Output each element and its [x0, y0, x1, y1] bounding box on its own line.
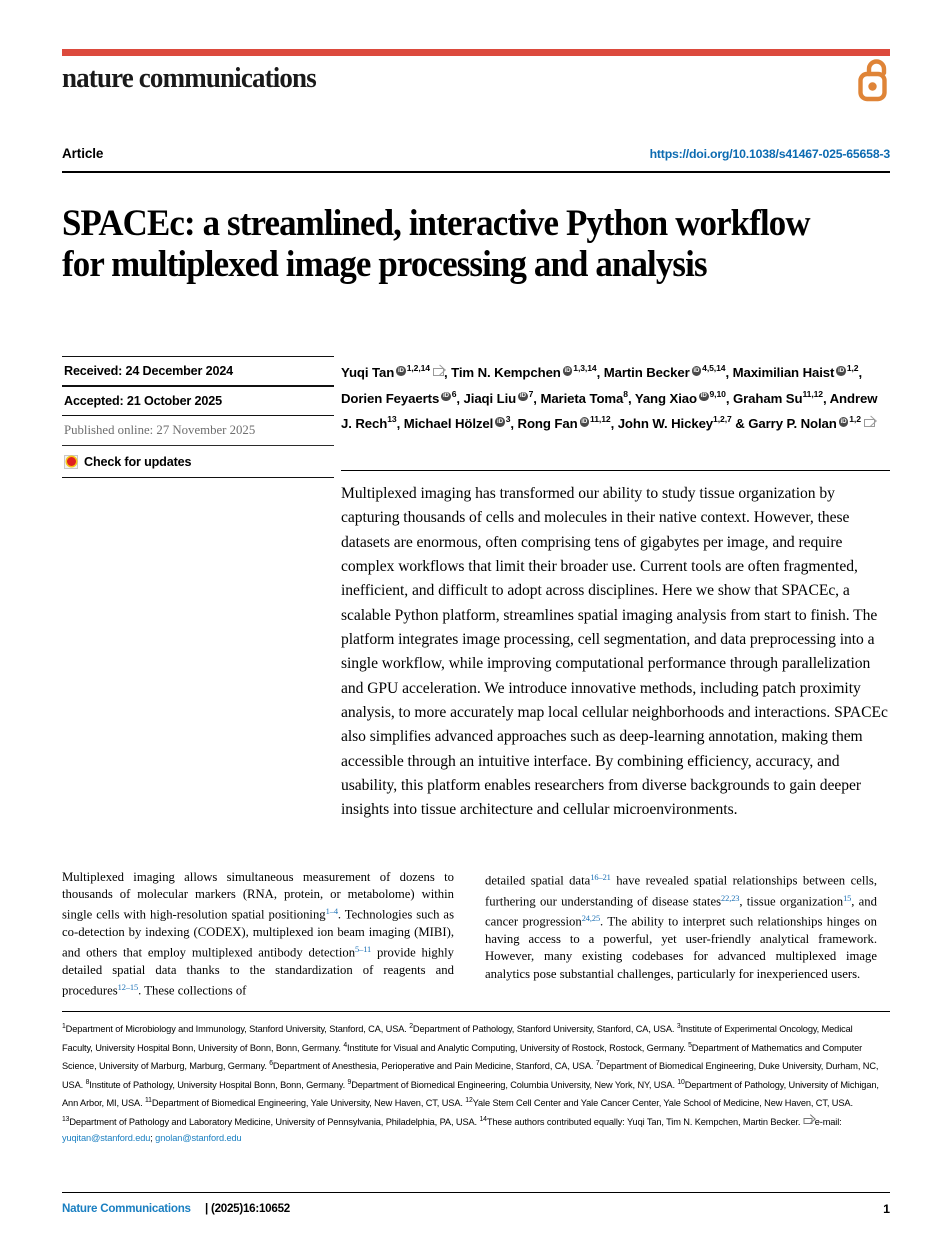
body-column-left	[62, 869, 454, 1000]
author-name: Tim N. Kempchen	[451, 365, 561, 380]
author-entry	[733, 365, 862, 380]
orcid-icon[interactable]	[396, 366, 406, 376]
body-introduction	[62, 869, 890, 1009]
affiliation-marker: 8	[85, 1078, 90, 1086]
author-affiliation-marker: 8	[623, 388, 628, 399]
article-type-row	[62, 146, 890, 166]
author-name: Garry P. Nolan	[748, 416, 837, 432]
body-text-run: . The ability to interpret such relationships hinges on having access to a powerful, yet user-friendly analytical framework. However, many existing codebases for advanced multiplexed image analytics pose substantial challenges, particularly for inexperienced users.	[485, 914, 877, 981]
author-entry	[732, 388, 830, 406]
affiliation-text: Yale Stem Cell Center and Yale Cancer Center, Yale School of Medicine, New Haven, CT, USA.	[472, 1098, 853, 1109]
affiliation-marker: 5	[688, 1041, 692, 1049]
footer-journal-name[interactable]: Nature Communications	[62, 1202, 191, 1215]
footer-divider	[62, 1192, 890, 1193]
orcid-icon[interactable]	[441, 392, 451, 402]
author-entry	[341, 365, 451, 380]
check-for-updates-button[interactable]	[62, 446, 334, 477]
author-affiliation-marker: 11,12	[590, 414, 611, 425]
affiliation-text: Institute of Pathology, University Hospital Bonn, Bonn, Germany.	[89, 1079, 348, 1090]
abstract-top-divider	[341, 470, 890, 471]
received-date: Received: 24 December 2024	[64, 364, 234, 379]
abstract-text: Multiplexed imaging has transformed our ability to study tissue organization by capturing thousands of cells and molecules in their native context. However, these datasets are enormous, often comprising tens of gigabytes per image, and require complex workflows that limit their broader use. Current tools are often fragmented, inefficient, and difficult to adopt across disciplines. Here we show that SPACEc, a scalable Python platform, streamlines spatial imaging analysis from start to finish. The platform integrates image processing, cell segmentation, and data preprocessing into a single workflow, while improving computational performance through parallelization and GPU acceleration. We introduce innovative methods, including patch proximity analysis, to more accurately map local cellular neighborhoods and interactions. SPACEc also simplifies advanced approaches such as deep-learning annotation, making them accessible through an intuitive interface. By combining efficiency, accuracy, and usability, this platform enables researchers from diverse backgrounds to gain deeper insights into tissue architecture and cellular microenvironments.	[341, 485, 888, 819]
meta-divider	[62, 477, 334, 478]
author-name: Yuqi Tan	[341, 365, 395, 380]
author-separator: ,	[443, 365, 452, 380]
article-type-label: Article	[62, 146, 104, 161]
author-entry	[341, 388, 464, 406]
body-column-right	[485, 869, 877, 983]
author-name: Marieta Toma	[540, 390, 624, 406]
author-name: Michael Hölzel	[403, 416, 494, 432]
affiliation-text: Department of Biomedical Engineering, Yale University, New Haven, CT, USA.	[151, 1098, 466, 1109]
check-for-updates-label: Check for updates	[84, 454, 192, 469]
author-entry	[748, 416, 875, 431]
author-affiliation-marker: 7	[528, 388, 534, 399]
affiliation-marker: 2	[409, 1023, 413, 1030]
author-entry	[634, 388, 733, 406]
orcid-icon[interactable]	[836, 366, 846, 376]
body-text-run: Multiplexed imaging allows simultaneous measurement of dozens to thousands of molecular markers (RNA, protein, or metabolome) within single cells with high-resolution spatial positioning	[62, 870, 454, 922]
author-separator: ,	[533, 390, 541, 406]
orcid-icon[interactable]	[563, 366, 573, 376]
author-separator: ,	[822, 390, 830, 406]
orcid-icon[interactable]	[518, 392, 528, 402]
author-entry	[518, 416, 618, 431]
affiliation-text: Department of Microbiology and Immunology, Stanford University, Stanford, CA, USA.	[65, 1024, 410, 1034]
author-entry	[451, 365, 604, 380]
author-name: Andrew J. Rech	[341, 390, 878, 432]
crossmark-icon	[64, 455, 78, 469]
author-separator: &	[731, 416, 749, 432]
affiliation-text: Department of Mathematics and Computer Science, University of Marburg, Marburg, Germany.	[62, 1042, 863, 1072]
title-top-divider	[62, 171, 890, 173]
page-number: 1	[883, 1202, 890, 1216]
citation-reference[interactable]: 22,23	[721, 893, 740, 903]
body-text-run: , and cancer progression	[485, 894, 877, 929]
author-separator: ,	[610, 416, 618, 432]
author-affiliation-marker: 1,3,14	[573, 363, 597, 373]
author-affiliation-marker: 4,5,14	[702, 363, 726, 373]
affiliation-marker: 14	[479, 1115, 487, 1123]
author-name: Martin Becker	[603, 365, 690, 380]
body-text-run: . These collections of	[138, 983, 247, 998]
email-link[interactable]: yuqitan@stanford.edu	[62, 1132, 151, 1143]
author-separator: ,	[510, 416, 518, 432]
affiliation-marker: 3	[676, 1023, 681, 1030]
author-separator: ,	[725, 390, 733, 406]
author-affiliation-marker: 1,2	[846, 363, 859, 373]
orcid-icon[interactable]	[495, 417, 505, 427]
envelope-icon[interactable]	[864, 419, 875, 427]
citation-reference[interactable]: 12–15	[117, 983, 139, 993]
author-separator: ,	[396, 416, 404, 432]
author-separator: ,	[456, 390, 464, 406]
page-footer	[62, 1202, 890, 1220]
citation-reference[interactable]: 24,25	[581, 914, 601, 924]
author-affiliation-marker: 3	[505, 414, 511, 425]
affiliations-block	[62, 1019, 882, 1146]
brand-accent-bar	[62, 49, 890, 56]
open-access-lock-icon	[856, 58, 890, 102]
affiliation-marker: 10	[677, 1078, 685, 1086]
author-affiliation-marker: 1,2,14	[406, 363, 430, 373]
author-name: John W. Hickey	[617, 416, 714, 432]
envelope-icon[interactable]	[433, 368, 444, 376]
author-name: Graham Su	[732, 390, 803, 406]
affiliation-text: These authors contributed equally: Yuqi Tan, Tim N. Kempchen, Martin Becker.	[486, 1116, 803, 1127]
affiliation-marker: 7	[595, 1060, 600, 1068]
affiliation-marker: 1	[62, 1023, 66, 1030]
author-entry	[618, 416, 749, 431]
author-name: Maximilian Haist	[732, 365, 835, 380]
body-text-run: detailed spatial data	[485, 873, 591, 888]
orcid-icon[interactable]	[580, 417, 590, 427]
affiliation-text: Institute for Visual and Analytic Computing, University of Rostock, Rostock, Germany.	[346, 1042, 689, 1053]
affiliation-marker: 9	[347, 1078, 352, 1086]
affiliation-text: Department of Biomedical Engineering, Columbia University, New York, NY, USA.	[351, 1079, 678, 1090]
page-content	[62, 0, 890, 1252]
masthead	[62, 62, 890, 102]
citation-reference[interactable]: 15	[843, 893, 852, 903]
affiliation-text: Department of Pathology, University of Michigan, Ann Arbor, MI, USA.	[62, 1079, 879, 1109]
orcid-icon[interactable]	[692, 366, 702, 376]
affiliation-text: Department of Pathology, Stanford University, Stanford, CA, USA.	[412, 1024, 677, 1034]
author-name: Rong Fan	[517, 416, 578, 432]
affiliation-marker: 6	[269, 1060, 273, 1068]
author-list	[341, 358, 890, 435]
doi-link[interactable]: https://doi.org/10.1038/s41467-025-65658-3	[649, 147, 890, 161]
author-separator: ,	[858, 365, 863, 380]
author-entry	[604, 365, 733, 380]
orcid-icon[interactable]	[699, 392, 709, 402]
affiliation-marker: 12	[465, 1097, 473, 1105]
author-affiliation-marker: 6	[451, 388, 457, 399]
affiliation-marker: 4	[343, 1041, 347, 1049]
author-entry	[540, 388, 635, 406]
affiliations-divider	[62, 1011, 890, 1012]
envelope-icon	[804, 1118, 813, 1125]
email-label: e-mail:	[814, 1116, 842, 1127]
body-text-run: . Technologies such as co-detection by indexing (CODEX), multiplexed ion beam imaging (MIBI), and others that employ multiplexed antibody detection	[62, 907, 455, 960]
author-separator: ,	[725, 365, 733, 380]
affiliation-marker: 11	[144, 1097, 152, 1105]
author-entry	[404, 416, 518, 431]
published-date: Published online: 27 November 2025	[64, 422, 256, 437]
accepted-date: Accepted: 21 October 2025	[64, 393, 222, 408]
journal-logo: nature communications	[62, 62, 316, 94]
page-title: SPACEc: a streamlined, interactive Python workflow for multiplexed image processing and analysis	[62, 202, 810, 285]
author-affiliation-marker: 13	[387, 414, 397, 425]
affiliation-text: Institute of Experimental Oncology, Medical Faculty, University Hospital Bonn, University of Bonn, Bonn, Germany.	[62, 1024, 853, 1053]
author-entry	[463, 388, 541, 406]
author-affiliation-marker: 11,12	[802, 388, 823, 399]
author-name: Dorien Feyaerts	[341, 390, 440, 406]
author-separator: ,	[596, 365, 604, 380]
author-affiliation-marker: 1,2	[849, 414, 861, 425]
affiliation-text: Department of Anesthesia, Perioperative and Pain Medicine, Stanford, CA, USA.	[272, 1061, 596, 1072]
email-link[interactable]: gnolan@stanford.edu	[155, 1132, 242, 1143]
affiliation-text: Department of Pathology and Laboratory Medicine, University of Pennsylvania, Philadelphia, PA, USA.	[69, 1116, 480, 1127]
publication-history	[62, 356, 334, 478]
body-text-run: provide highly detailed spatial data thanks to the standardization of reagents and procedures	[62, 945, 454, 998]
author-separator: ,	[627, 390, 635, 406]
citation-reference[interactable]: 1–4	[325, 907, 338, 917]
author-name: Yang Xiao	[634, 390, 697, 406]
author-affiliation-marker: 1,2,7	[713, 414, 732, 425]
email-separator: ;	[150, 1132, 156, 1143]
body-text-run: , tissue organization	[739, 894, 844, 909]
citation-reference[interactable]: 5–11	[355, 945, 372, 955]
body-text-run: have revealed spatial relationships between cells, furthering our understanding of disease states	[485, 873, 877, 909]
affiliation-text: Department of Biomedical Engineering, Duke University, Durham, NC, USA.	[62, 1061, 879, 1090]
orcid-icon[interactable]	[839, 417, 849, 427]
citation-reference[interactable]: 16–21	[590, 873, 611, 882]
footer-citation: | (2025)16:10652	[205, 1202, 290, 1215]
author-affiliation-marker: 9,10	[709, 388, 726, 399]
affiliation-marker: 13	[62, 1115, 70, 1123]
author-name: Jiaqi Liu	[463, 390, 517, 406]
